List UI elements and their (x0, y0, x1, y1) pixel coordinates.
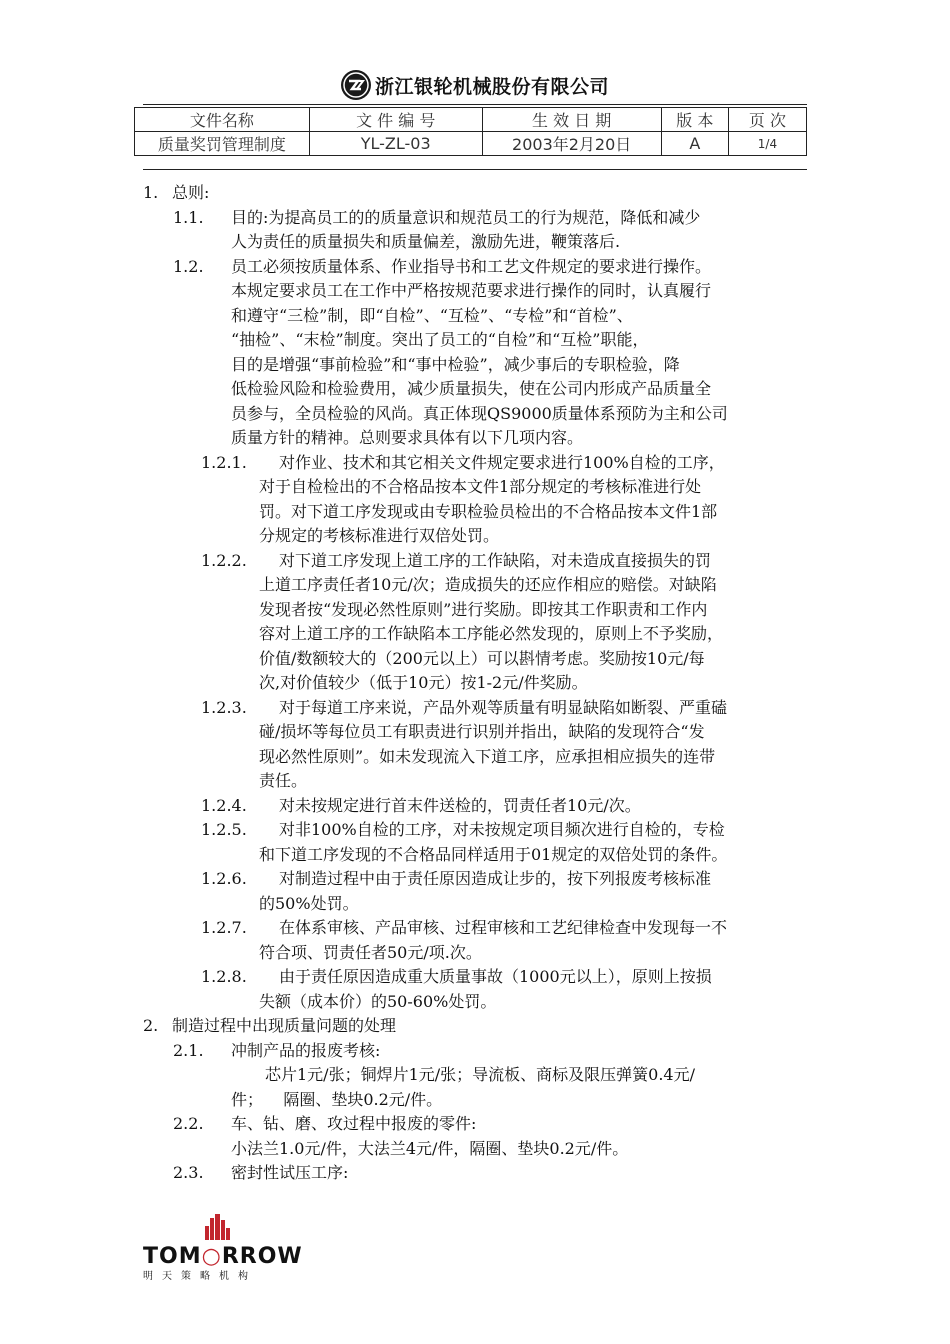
subclause-text: 对制造过程中由于责任原因造成让步的，按下列报废考核标准 (279, 869, 712, 888)
clause-number: 2.3. (173, 1163, 204, 1182)
subclause-number: 1.2.2. (201, 550, 247, 570)
section-heading (0, 181, 950, 206)
clause-text: 本规定要求员工在工作中严格按规范要求进行操作的同时，认真履行 (231, 281, 712, 300)
clause-text: 人为责任的质量损失和质量偏差，激励先进，鞭策落后. (231, 232, 621, 251)
subclause-number: 1.2.6. (201, 869, 247, 888)
subclause-text: 发现者按“发现必然性原则”进行奖励。即按其工作职责和工作内 (259, 599, 708, 619)
subclause-line (0, 867, 950, 892)
clause-line (0, 1137, 950, 1162)
subclause-text: 由于责任原因造成重大质量事故（1000元以上），原则上按损 (279, 967, 712, 986)
subclause-line (0, 941, 950, 966)
subclause-line (0, 965, 950, 990)
meta-label-version: 版 本 (661, 108, 728, 132)
section-number: 2. (143, 1016, 159, 1035)
clause-number: 2.1. (173, 1040, 204, 1060)
clause-line (0, 353, 950, 378)
subclause-line (0, 794, 950, 819)
clause-line (0, 279, 950, 304)
subclause-line (0, 598, 950, 623)
section-heading (0, 1014, 950, 1039)
clause-text: 员工必须按质量体系、作业指导书和工艺文件规定的要求进行操作。 (231, 256, 712, 276)
meta-label-title: 文件名称 (135, 108, 310, 132)
clause-line (0, 206, 950, 231)
meta-value-date: 2003年2月20日 (482, 132, 661, 156)
subclause-line (0, 990, 950, 1015)
subclause-text: 容对上道工序的工作缺陷本工序能必然发现的，原则上不予奖励， (259, 624, 724, 643)
clause-text: 质量方针的精神。总则要求具体有以下几项内容。 (231, 428, 584, 447)
footer-brand-mark-icon: ○ (201, 1244, 222, 1269)
section-number: 1. (143, 183, 159, 202)
clause-line (0, 328, 950, 353)
clause-text: 小法兰1.0元/件，大法兰4元/件，隔圈、垫块0.2元/件。 (231, 1138, 629, 1158)
clause-number: 2.2. (173, 1114, 204, 1133)
tomorrow-skyline-icon (143, 1212, 303, 1240)
subclause-number: 1.2.1. (201, 452, 247, 472)
meta-label-doc-no: 文 件 编 号 (309, 108, 482, 132)
meta-value-page: 1/4 (728, 132, 806, 156)
subclause-text: 碰/损坏等每位员工有职责进行识别并指出，缺陷的发现符合“发 (259, 722, 705, 741)
subclause-text: 责任。 (259, 771, 308, 790)
subclause-text: 对于自检检出的不合格品按本文件1部分规定的考核标准进行处 (259, 477, 702, 496)
subclause-line (0, 843, 950, 868)
subclause-line (0, 475, 950, 500)
subclause-line (0, 769, 950, 794)
clause-line (0, 255, 950, 280)
subclause-text: 对下道工序发现上道工序的工作缺陷，对未造成直接损失的罚 (279, 550, 712, 570)
clause-title: 冲制产品的报废考核: (231, 1040, 381, 1060)
clause-line (0, 402, 950, 427)
subclause-line (0, 524, 950, 549)
clause-line (0, 1063, 950, 1088)
clause-line (0, 426, 950, 451)
subclause-text: 对作业、技术和其它相关文件规定要求进行100%自检的工序， (279, 452, 725, 472)
subclause-line (0, 622, 950, 647)
subclause-line (0, 671, 950, 696)
clause-text: 和遵守“三检”制，即“自检”、“互检”、“专检”和“首检”、 (231, 305, 633, 325)
clause-line (0, 1039, 950, 1064)
clause-line (0, 1112, 950, 1137)
subclause-text: 符合项、罚责任者50元/项.次。 (259, 942, 482, 962)
meta-label-date: 生 效 日 期 (482, 108, 661, 132)
document-body (0, 181, 950, 1186)
company-name: 浙江银轮机械股份有限公司 (374, 75, 609, 98)
clause-line (0, 230, 950, 255)
clause-text: 低检验风险和检验费用，减少质量损失，使在公司内形成产品质量全 (231, 379, 712, 398)
footer-brand-sub: 明天策略机构 (143, 1271, 257, 1282)
subclause-number: 1.2.4. (201, 795, 247, 815)
subclause-line (0, 745, 950, 770)
subclause-text: 和下道工序发现的不合格品同样适用于01规定的双倍处罚的条件。 (259, 844, 728, 864)
clause-text: 员参与，全员检验的风尚。真正体现QS9000质量体系预防为主和公司 (231, 403, 728, 423)
meta-value-version: A (661, 132, 728, 156)
clause-text: 芯片1元/张；铜焊片1元/张；导流板、商标及限压弹簧0.4元/ (265, 1065, 695, 1084)
company-logo-icon (341, 70, 371, 100)
clause-text: 目的:为提高员工的的质量意识和规范员工的行为规范，降低和减少 (231, 207, 701, 227)
subclause-number: 1.2.7. (201, 918, 247, 937)
subclause-line (0, 549, 950, 574)
clause-text: 目的是增强“事前检验”和“事中检验”，减少事后的专职检验，降 (231, 354, 680, 374)
document-header (0, 70, 950, 102)
subclause-text: 对未按规定进行首末件送检的，罚责任者10元/次。 (279, 795, 641, 815)
subclause-text: 的50%处罚。 (259, 893, 359, 913)
clause-text: “抽检”、“末检”制度。突出了员工的“自检”和“互检”职能， (231, 330, 649, 349)
subclause-text: 价值/数额较大的（200元以上）可以斟情考虑。奖励按10元/每 (259, 648, 705, 668)
subclause-line (0, 647, 950, 672)
meta-value-row (135, 132, 807, 156)
subclause-line (0, 451, 950, 476)
subclause-line (0, 720, 950, 745)
subclause-text: 现必然性原则”。如未发现流入下道工序，应承担相应损失的连带 (259, 746, 716, 766)
footer-brand-name (143, 1244, 303, 1269)
clause-line (0, 1161, 950, 1186)
header-rule (143, 169, 807, 170)
meta-value-title: 质量奖罚管理制度 (135, 132, 310, 156)
subclause-text: 罚。对下道工序发现或由专职检验员检出的不合格品按本文件1部 (259, 501, 718, 521)
subclause-text: 对于每道工序来说，产品外观等质量有明显缺陷如断裂、严重磕 (279, 697, 728, 717)
subclause-line (0, 892, 950, 917)
section-title: 总则: (172, 183, 210, 202)
clause-text: 件； 隔圈、垫块0.2元/件。 (231, 1089, 443, 1109)
footer-brand-logo (143, 1212, 303, 1282)
subclause-number: 1.2.8. (201, 967, 247, 986)
meta-value-doc-no: YL-ZL-03 (309, 132, 482, 156)
section-title: 制造过程中出现质量问题的处理 (172, 1016, 397, 1035)
subclause-number: 1.2.3. (201, 697, 247, 717)
subclause-line (0, 916, 950, 941)
clause-line (0, 304, 950, 329)
subclause-line (0, 818, 950, 843)
subclause-text: 次,对价值较少（低于10元）按1-2元/件奖励。 (259, 673, 588, 692)
subclause-number: 1.2.5. (201, 820, 247, 839)
footer-brand-right: RROW (221, 1244, 303, 1269)
clause-number: 1.1. (173, 207, 204, 227)
subclause-line (0, 573, 950, 598)
company-title (341, 70, 609, 100)
subclause-text: 分规定的考核标准进行双倍处罚。 (259, 526, 500, 545)
subclause-text: 在体系审核、产品审核、过程审核和工艺纪律检查中发现每一不 (279, 918, 728, 937)
meta-label-page: 页 次 (728, 108, 806, 132)
meta-label-row (135, 108, 807, 132)
subclause-text: 失额（成本价）的50-60%处罚。 (259, 991, 497, 1011)
header-rule-top (143, 104, 807, 105)
subclause-text: 上道工序责任者10元/次；造成损失的还应作相应的赔偿。对缺陷 (259, 575, 717, 594)
subclause-text: 对非100%自检的工序，对未按规定项目频次进行自检的，专检 (279, 820, 725, 839)
clause-line (0, 377, 950, 402)
clause-title: 车、钻、磨、攻过程中报废的零件: (231, 1114, 477, 1133)
footer-brand-left: TOM (143, 1244, 202, 1269)
subclause-line (0, 500, 950, 525)
clause-number: 1.2. (173, 256, 204, 276)
document-meta-table (134, 107, 807, 156)
clause-title: 密封性试压工序: (231, 1163, 349, 1182)
subclause-line (0, 696, 950, 721)
clause-line (0, 1088, 950, 1113)
